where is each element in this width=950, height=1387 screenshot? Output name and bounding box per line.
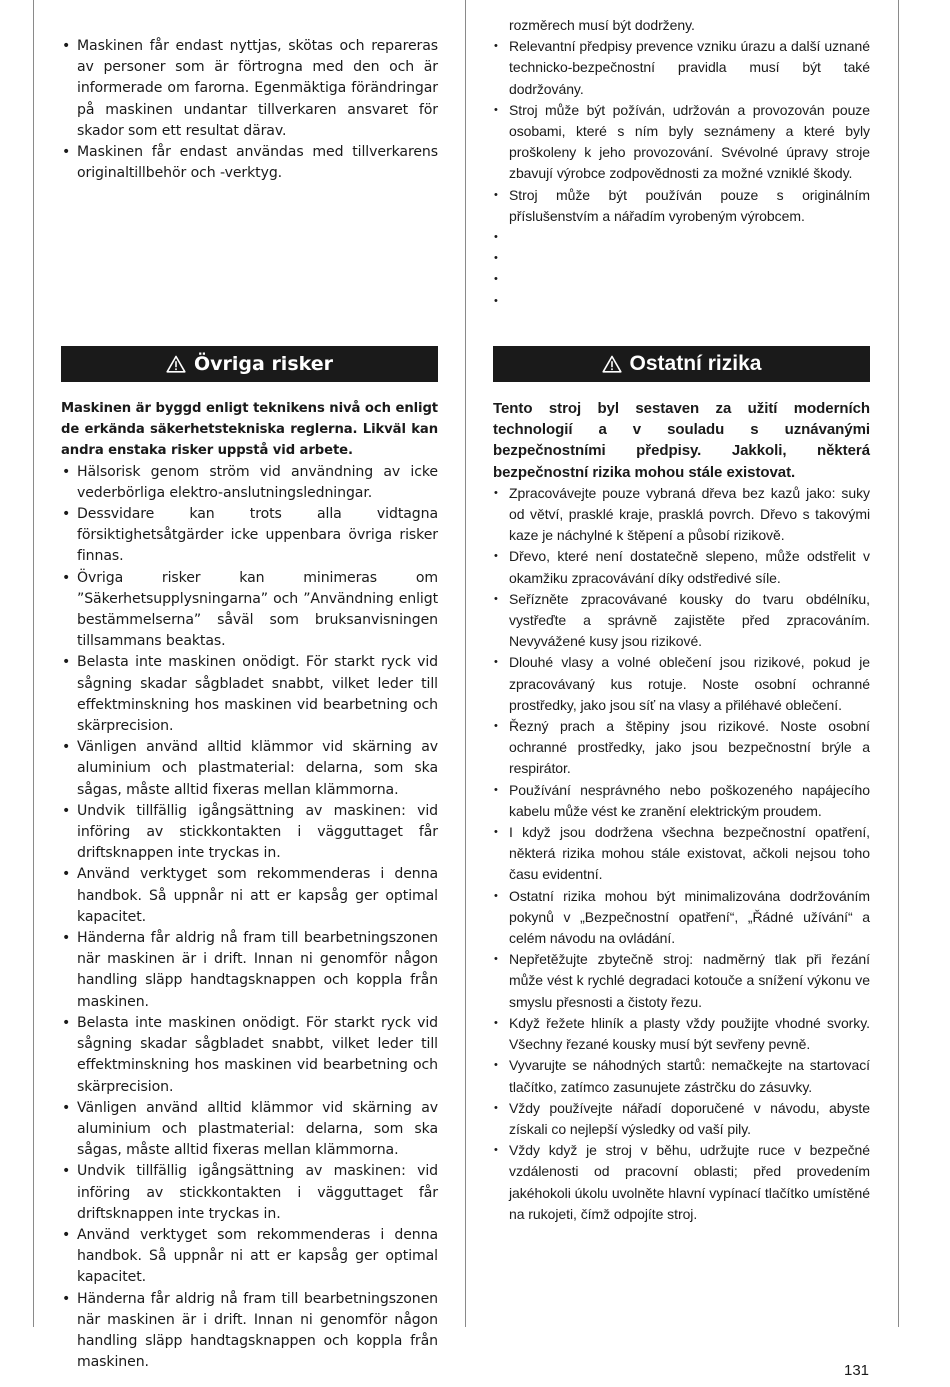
right-top-list-block: [493, 15, 870, 312]
list-item: • Vždy když je stroj v běhu, udržujte ruce v bezpečné vzdálenosti od pracovní oblasti; před provedením jakéhokoli úkolu uvolněte hlavní vypínací tlačítko umístěné na rukojeti, čímž odpojíte stroj.: [493, 1140, 870, 1225]
list-item: • Dřevo, které není dostatečně slepeno, může odstřelit v okamžiku zpracovávání díky odstředivé síle.: [493, 546, 870, 588]
section-intro: Tento stroj byl sestaven za užití moderních technologií a v souladu s uznávanými bezpečnostními předpisy. Jakkoli, některá bezpečnostní rizika mohou stále existovat.: [493, 400, 870, 481]
section-title: Övriga risker: [193, 353, 334, 375]
left-top-list: [61, 36, 438, 184]
list-item: • Belasta inte maskinen onödigt. För starkt ryck vid sågning skadar sågbladet snabbt, vilket leder till effektminskning hos maskinen vid bearbetning och skärprecision.: [61, 1013, 438, 1098]
empty-list-item: [493, 248, 870, 269]
left-margin-rule: [33, 0, 34, 1327]
list-item: • Händerna får aldrig nå fram till bearbetningszonen när maskinen är i drift. Innan ni genomför någon handling släpp handtagsknappen och koppla från maskinen.: [61, 1289, 438, 1374]
list-item: • Když řežete hliník a plasty vždy použijte vhodné svorky. Všechny řezané kousky musí být sevřeny pevně.: [493, 1013, 870, 1055]
left-section-body: [61, 398, 438, 1373]
list-item: • Hälsorisk genom ström vid användning av icke vederbörliga elektro-anslutningsledningar.: [61, 462, 438, 504]
list-item: • Händerna får aldrig nå fram till bearbetningszonen när maskinen är i drift. Innan ni genomför någon handling släpp handtagsknappen och koppla från maskinen.: [61, 928, 438, 1013]
list-item: • Använd verktyget som rekommenderas i denna handbok. Så uppnår ni att er kapsåg ger optimal kapacitet.: [61, 864, 438, 928]
list-item: • Seřízněte zpracovávané kousky do tvaru obdélníku, vystřeďte a správně zajistěte před zpracováním. Nevyvážené kusy jsou rizikové.: [493, 589, 870, 653]
list-item: • Vänligen använd alltid klämmor vid skärning av aluminium och plastmaterial: delarna, som ska sågas, måste alltid fixeras mellan klämmorna.: [61, 737, 438, 801]
right-section-body: [493, 398, 870, 1225]
list-item: • Dessvidare kan trots alla vidtagna försiktighetsåtgärder icke uppenbara övriga risker finnas.: [61, 504, 438, 568]
empty-list-item: [493, 269, 870, 290]
list-item: • Dlouhé vlasy a volné oblečení jsou rizikové, pokud je zpracovávaný kus rotuje. Noste osobní ochranné prostředky, jako jsou síť na vlasy a přiléhavé oblečení.: [493, 652, 870, 716]
continued-text: rozměrech musí být dodrženy.: [509, 17, 695, 33]
left-risk-list: [61, 462, 438, 1374]
right-margin-rule: [898, 0, 899, 1327]
list-item: • Ostatní rizika mohou být minimalizována dodržováním pokynů v „Bezpečnostní opatření“, „Řádné užívání“ a celém návodu na ovládání.: [493, 886, 870, 950]
list-item: • Använd verktyget som rekommenderas i denna handbok. Så uppnår ni att er kapsåg ger optimal kapacitet.: [61, 1225, 438, 1289]
list-item: • Vyvarujte se náhodných startů: nemačkejte na startovací tlačítko, zatímco zasunujete zástrčku do zásuvky.: [493, 1055, 870, 1097]
warning-triangle-icon: [602, 355, 622, 373]
list-item: • Maskinen får endast användas med tillverkarens originaltillbehör och -verktyg.: [61, 142, 438, 184]
warning-triangle-icon: [166, 355, 186, 373]
list-item: • Relevantní předpisy prevence vzniku úrazu a další uznané technicko-bezpečnostní pravidla musí být také dodržovány.: [493, 36, 870, 100]
left-top-list-block: [61, 36, 438, 184]
right-top-list: [493, 36, 870, 312]
list-item: • Stroj může být požíván, udržován a provozován pouze osobami, které s ním byly seznámeny a které byly proškoleny k jeho provozování. Svévolné úpravy stroje zbavují výrobce zodpovědnosti za možné vzniklé škody.: [493, 100, 870, 185]
section-title: Ostatní rizika: [629, 352, 762, 375]
list-item: • Undvik tillfällig igångsättning av maskinen: vid införing av stickkontakten i vägguttaget får driftsknappen inte tryckas in.: [61, 801, 438, 865]
section-heading-ovriga-risker: [61, 346, 438, 382]
list-item: • Övriga risker kan minimeras om ”Säkerhetsupplysningarna” och ”Användning enligt bestämmelserna” såväl som bruksanvisningen tillsammans beaktas.: [61, 568, 438, 653]
list-item: • Nepřetěžujte zbytečně stroj: nadměrný tlak při řezání může vést k rychlé degradaci kotouče a snížení výkonu ve smyslu přesnosti a čistoty řezu.: [493, 949, 870, 1013]
list-item: • I když jsou dodržena všechna bezpečnostní opatření, některá rizika mohou stále existovat, ačkoli nejsou toho času evidentní.: [493, 822, 870, 886]
list-item: • Stroj může být používán pouze s originálním příslušenstvím a nářadím vyrobeným výrobcem.: [493, 185, 870, 227]
list-item: • Řezný prach a štěpiny jsou rizikové. Noste osobní ochranné prostředky, jako jsou bezpečnostní brýle a respirátor.: [493, 716, 870, 780]
section-heading-ostatni-rizika: [493, 346, 870, 382]
empty-list-item: [493, 227, 870, 248]
list-item: • Belasta inte maskinen onödigt. För starkt ryck vid sågning skadar sågbladet snabbt, vilket leder till effektminskning hos maskinen vid bearbetning och skärprecision.: [61, 652, 438, 737]
list-item: • Maskinen får endast nyttjas, skötas och repareras av personer som är förtrogna med den och är informerade om farorna. Egenmäktiga förändringar på maskinen undantar tillverkaren ansvaret för skador som ett resultat därav.: [61, 36, 438, 142]
list-item: • Vänligen använd alltid klämmor vid skärning av aluminium och plastmaterial: delarna, som ska sågas, måste alltid fixeras mellan klämmorna.: [61, 1098, 438, 1162]
center-column-rule: [465, 0, 466, 1327]
right-risk-list: [493, 483, 870, 1225]
page-number: 131: [844, 1362, 870, 1379]
list-item: • Vždy používejte nářadí doporučené v návodu, abyste získali co nejlepší výsledky od vaší pily.: [493, 1098, 870, 1140]
list-item: • Používání nesprávného nebo poškozeného napájecího kabelu může vést ke zranění elektrickým proudem.: [493, 780, 870, 822]
empty-list-item: [493, 291, 870, 312]
section-intro: Maskinen är byggd enligt teknikens nivå och enligt de erkända säkerhetstekniska reglerna. Likväl kan andra enstaka risker uppstå vid arbete.: [61, 401, 438, 459]
list-item: • Zpracovávejte pouze vybraná dřeva bez kazů jako: suky od větví, prasklé kraje, prasklá povrch. Dřevo s takovými kaze je náchylné k štěpení a působí rizikově.: [493, 483, 870, 547]
list-item: • Undvik tillfällig igångsättning av maskinen: vid införing av stickkontakten i vägguttaget får driftsknappen inte tryckas in.: [61, 1161, 438, 1225]
